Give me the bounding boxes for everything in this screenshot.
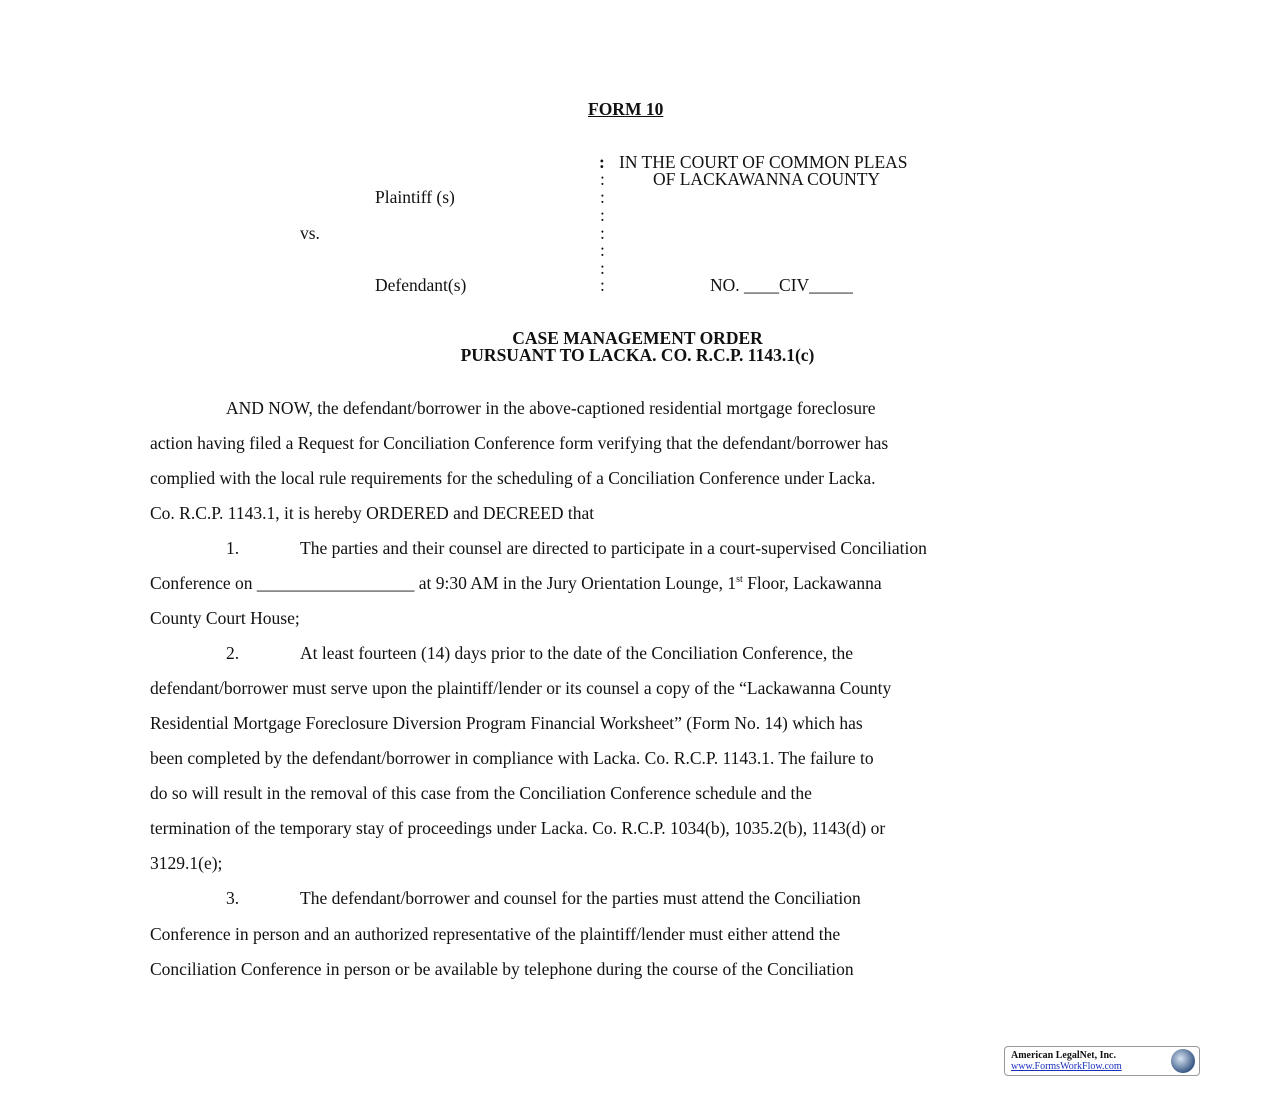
caption-colon: : — [600, 187, 605, 207]
case-number: NO. ____CIV_____ — [710, 275, 853, 295]
order-title-line1: CASE MANAGEMENT ORDER — [512, 328, 763, 348]
vs-label: vs. — [300, 223, 320, 243]
body-line: defendant/borrower must serve upon the plaintiff/lender or its counsel a copy of the “Lackawanna County — [150, 678, 892, 698]
body-line: The parties and their counsel are directed to participate in a court-supervised Conciliation — [300, 538, 927, 558]
body-line: Residential Mortgage Foreclosure Diversion Program Financial Worksheet” (Form No. 14) which has — [150, 713, 863, 733]
body-line: do so will result in the removal of this case from the Conciliation Conference schedule and the — [150, 783, 812, 803]
conference-date-text: Conference on __________________ at 9:30 AM in the Jury Orientation Lounge, 1 — [150, 573, 737, 593]
caption-colon: : — [600, 169, 605, 189]
logo-url-link[interactable]: www.FormsWorkFlow.com — [1011, 1061, 1122, 1072]
caption-colon: : — [599, 152, 605, 172]
body-line: Conciliation Conference in person or be available by telephone during the course of the Conciliation — [150, 959, 854, 979]
caption-colon: : — [600, 258, 605, 278]
item-number: 3. — [226, 888, 240, 908]
body-line: action having filed a Request for Conciliation Conference form verifying that the defendant/borrower has — [150, 433, 889, 453]
item-number: 2. — [226, 643, 240, 663]
form-title: FORM 10 — [588, 99, 664, 119]
body-line — [150, 573, 882, 593]
caption-colon: : — [600, 205, 605, 225]
court-name-line2: OF LACKAWANNA COUNTY — [653, 169, 881, 189]
logo-company: American LegalNet, Inc. — [1011, 1050, 1116, 1061]
body-line: Conference in person and an authorized representative of the plaintiff/lender must either attend the — [150, 924, 841, 944]
defendant-label: Defendant(s) — [375, 275, 467, 295]
floor-text: Floor, Lackawanna — [742, 573, 882, 593]
caption-colon: : — [600, 240, 605, 260]
caption-colon: : — [600, 275, 605, 295]
body-line: At least fourteen (14) days prior to the date of the Conciliation Conference, the — [300, 643, 854, 663]
body-line: termination of the temporary stay of proceedings under Lacka. Co. R.C.P. 1034(b), 1035.2(b), 1143(d) or — [150, 818, 886, 838]
ordinal-suffix: st — [736, 574, 743, 586]
body-line: 3129.1(e); — [150, 853, 223, 873]
body-line: AND NOW, the defendant/borrower in the above-captioned residential mortgage foreclosure — [226, 398, 876, 418]
body-line: The defendant/borrower and counsel for the parties must attend the Conciliation — [300, 888, 861, 908]
plaintiff-label: Plaintiff (s) — [375, 187, 455, 207]
globe-icon — [1171, 1049, 1195, 1073]
court-name-line1: IN THE COURT OF COMMON PLEAS — [619, 152, 908, 172]
body-line: been completed by the defendant/borrower in compliance with Lacka. Co. R.C.P. 1143.1. The failure to — [150, 748, 874, 768]
body-line: complied with the local rule requirements for the scheduling of a Conciliation Conference under Lacka. — [150, 468, 876, 488]
order-title-line2: PURSUANT TO LACKA. CO. R.C.P. 1143.1(c) — [460, 345, 815, 365]
caption-colon: : — [600, 223, 605, 243]
footer-logo[interactable] — [1004, 1046, 1200, 1076]
body-line: County Court House; — [150, 608, 300, 628]
body-line: Co. R.C.P. 1143.1, it is hereby ORDERED and DECREED that — [150, 503, 595, 523]
item-number: 1. — [226, 538, 240, 558]
